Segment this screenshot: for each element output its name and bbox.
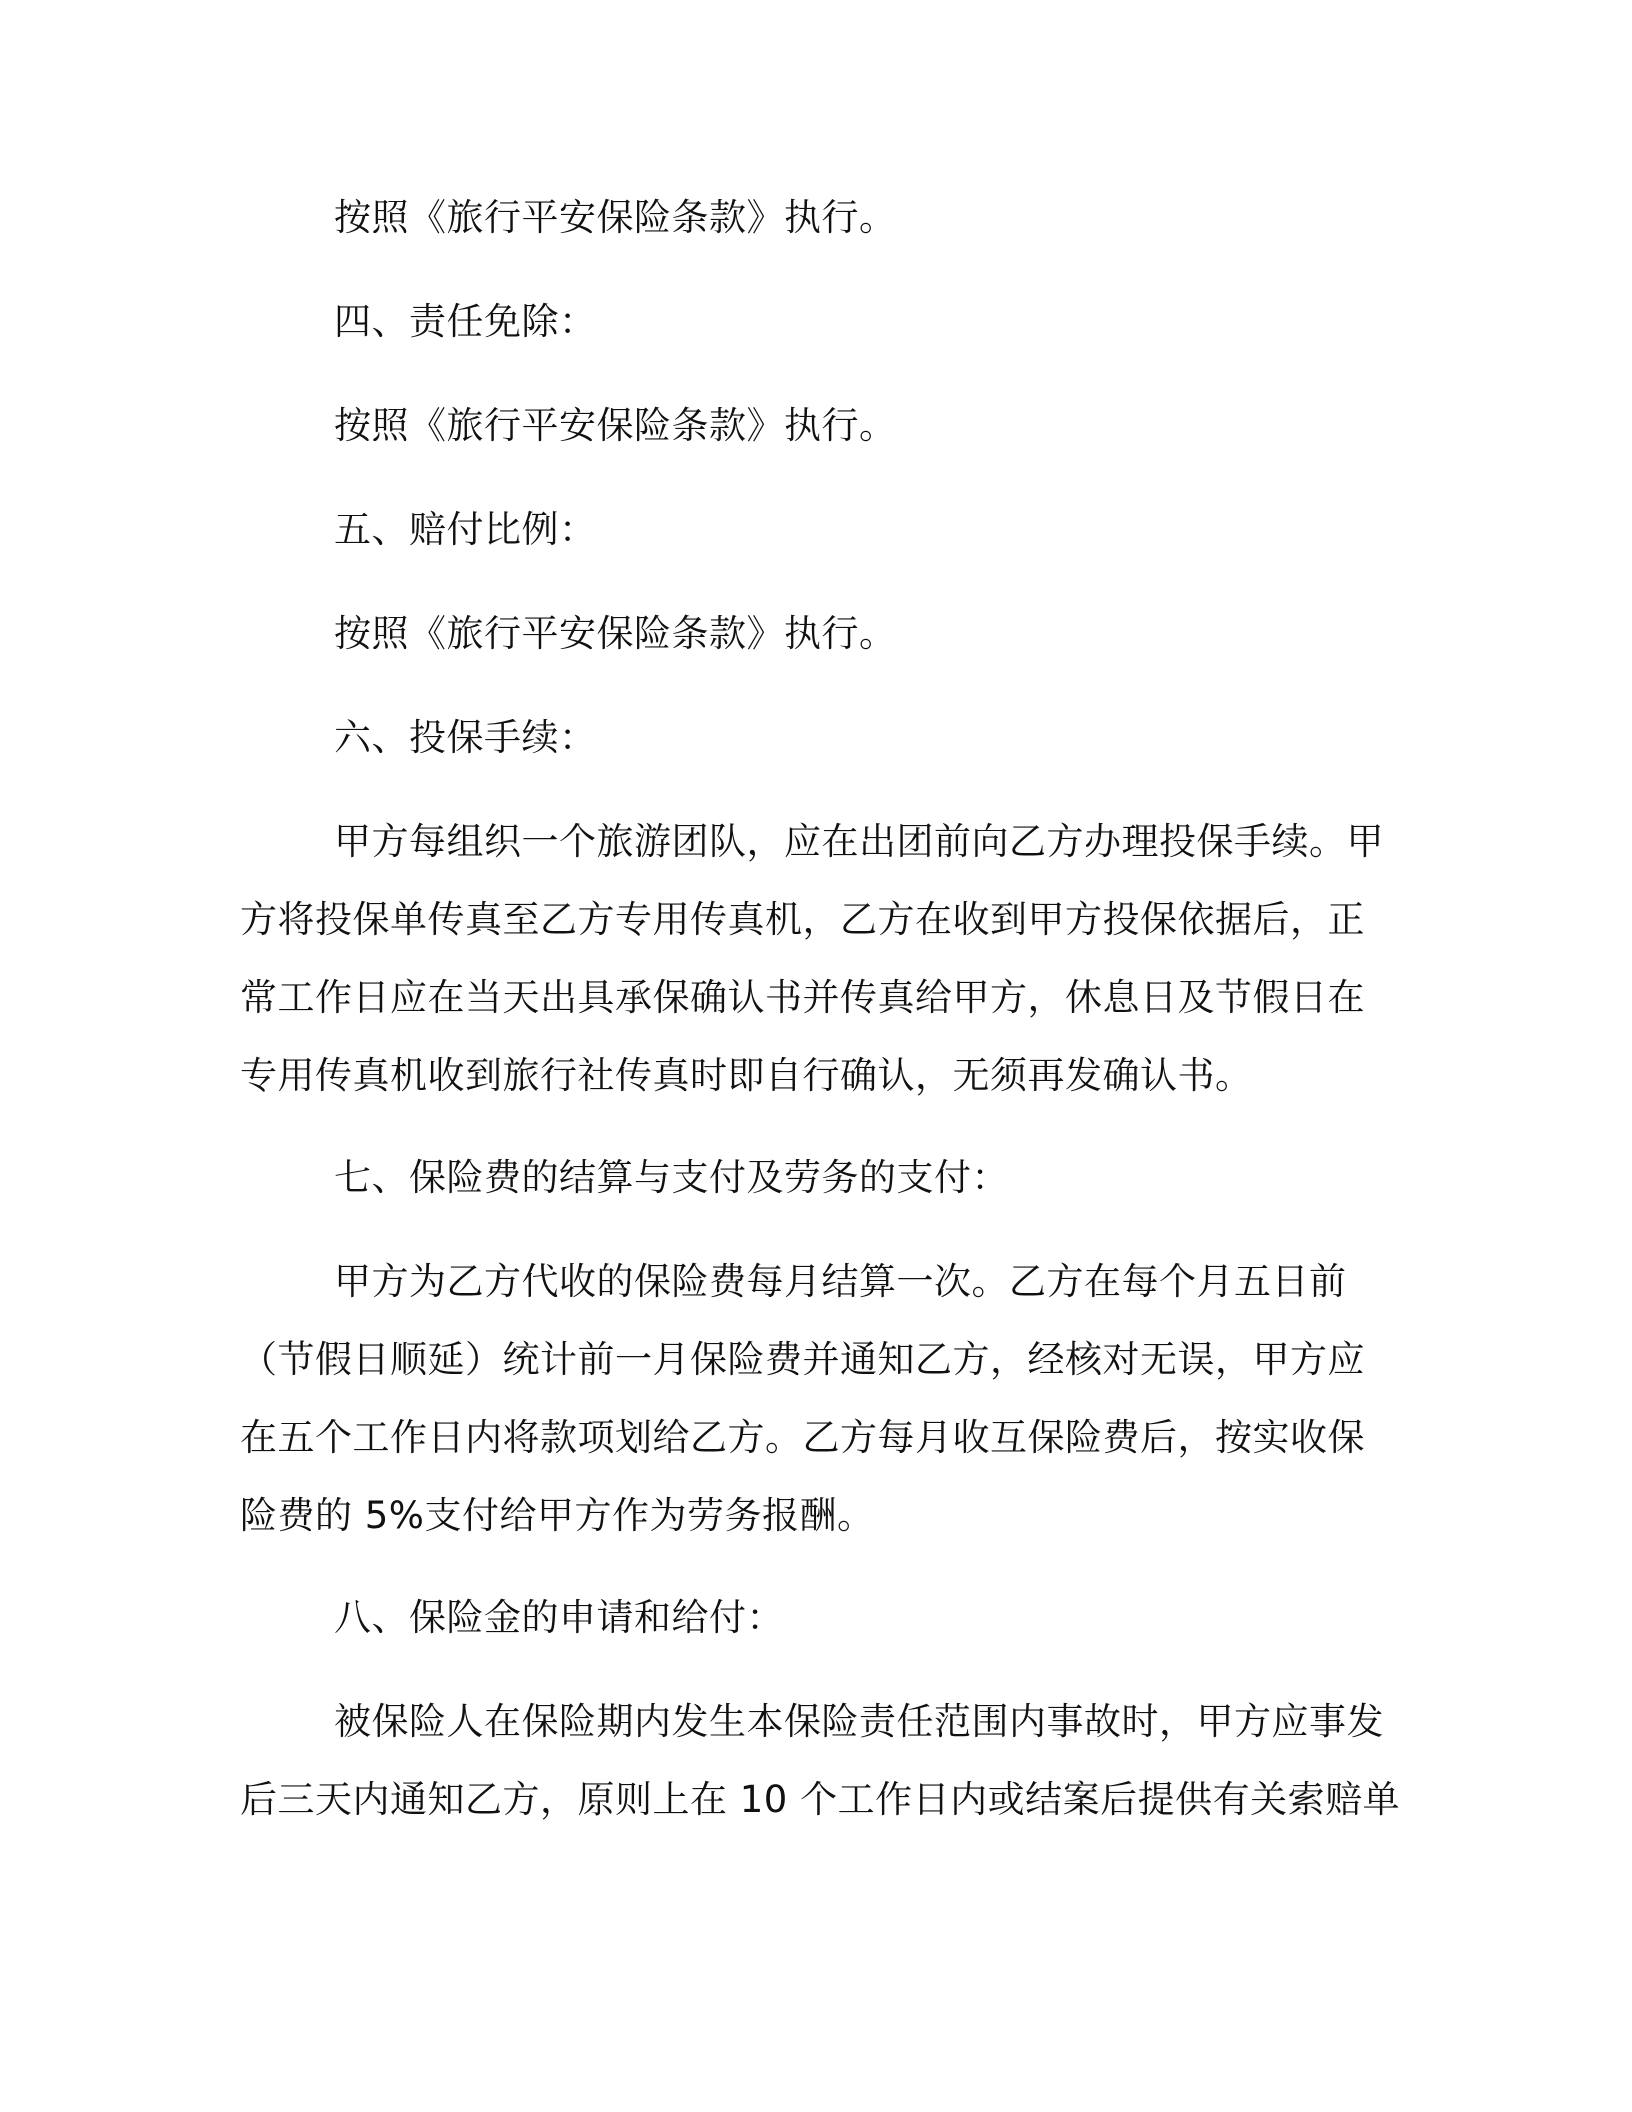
clause-8-paragraph-line: 后三天内通知乙方，原则上在 10 个工作日内或结案后提供有关索赔单	[240, 1778, 1401, 1821]
clause-5-text: 按照《旅行平安保险条款》执行。	[334, 612, 897, 655]
clause-4-heading: 四、责任免除：	[334, 300, 597, 343]
clause-7-paragraph-line: 甲方为乙方代收的保险费每月结算一次。乙方在每个月五日前	[334, 1260, 1347, 1303]
clause-8-heading: 八、保险金的申请和给付：	[334, 1596, 784, 1639]
clause-7-heading: 七、保险费的结算与支付及劳务的支付：	[334, 1156, 1009, 1199]
clause-6-paragraph-line: 常工作日应在当天出具承保确认书并传真给甲方，休息日及节假日在	[240, 976, 1365, 1019]
clause-6-paragraph-line: 甲方每组织一个旅游团队，应在出团前向乙方办理投保手续。甲	[334, 820, 1384, 863]
clause-6-heading: 六、投保手续：	[334, 716, 597, 759]
clause-6-paragraph-line: 专用传真机收到旅行社传真时即自行确认，无须再发确认书。	[240, 1054, 1253, 1097]
clause-7-paragraph-line: （节假日顺延）统计前一月保险费并通知乙方，经核对无误，甲方应	[240, 1338, 1365, 1381]
clause-7-paragraph-line: 在五个工作日内将款项划给乙方。乙方每月收互保险费后，按实收保	[240, 1416, 1365, 1459]
clause-5-heading: 五、赔付比例：	[334, 508, 597, 551]
clause-4-text: 按照《旅行平安保险条款》执行。	[334, 404, 897, 447]
clause-3-text: 按照《旅行平安保险条款》执行。	[334, 196, 897, 239]
clause-6-paragraph-line: 方将投保单传真至乙方专用传真机，乙方在收到甲方投保依据后，正	[240, 898, 1365, 941]
clause-7-paragraph-line: 险费的 5%支付给甲方作为劳务报酬。	[240, 1494, 875, 1537]
clause-8-paragraph-line: 被保险人在保险期内发生本保险责任范围内事故时，甲方应事发	[334, 1700, 1384, 1743]
